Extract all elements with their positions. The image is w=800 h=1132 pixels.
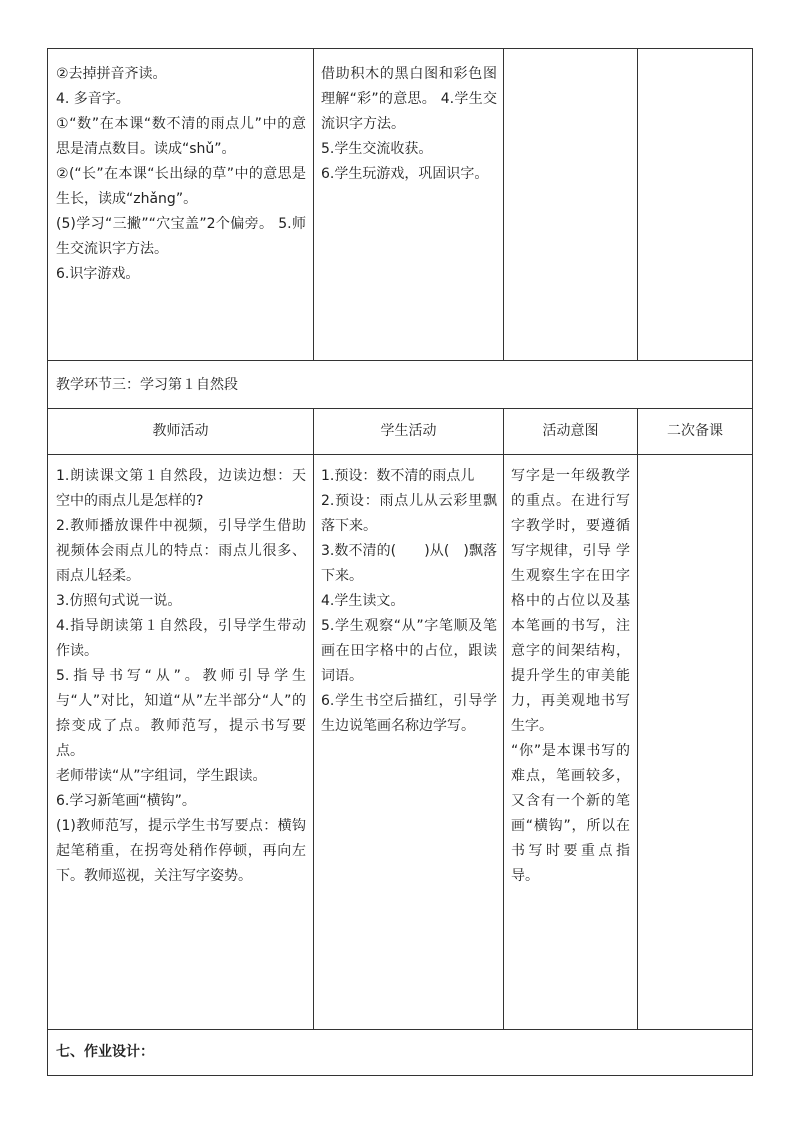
text-line: 6.识字游戏。 <box>56 266 140 282</box>
homework-title: 七、作业设计： <box>56 1044 154 1060</box>
table-border-bottom <box>47 1075 753 1076</box>
text-line: 4.指导朗读第１自然段，引导学生带动作读。 <box>56 618 306 659</box>
table-border-right <box>752 48 753 1076</box>
text-line: 2.预设：雨点儿从云彩里飘落下来。 <box>321 493 497 534</box>
text-line: 5.指导书写“从”。教师引导学生与“人”对比，知道“从”左半部分“人”的捺变成了点。教师范写，提示书写要点。 <box>56 668 306 759</box>
text-line: 5.学生交流收获。 <box>321 141 433 157</box>
col-divider-1-top <box>313 48 314 360</box>
text-line: 5.学生观察“从”字笔顺及笔画在田字格中的占位，跟读词语。 <box>321 618 497 684</box>
table-rule-section <box>47 360 753 361</box>
top-row-student-cell <box>321 62 497 187</box>
header-teacher-activity: 教师活动 <box>152 423 209 439</box>
section-title: 教学环节三：学习第１自然段 <box>56 377 238 393</box>
text-line: 2.教师播放课件中视频，引导学生借助视频体会雨点儿的特点：雨点儿很多、雨点儿轻柔。 <box>56 518 306 584</box>
text-line: 4.学生读文。 <box>321 593 405 609</box>
text-line: ②(“长”在本课“长出绿的草”中的意思是生长，读成“zhǎng”。 <box>56 166 306 207</box>
table-rule-header-bottom <box>47 454 753 455</box>
col-divider-2-main <box>503 408 504 1029</box>
col-divider-3-top <box>637 48 638 360</box>
text-line: (5)学习“三撇”“穴宝盖”2个偏旁。 5.师生交流识字方法。 <box>56 216 306 257</box>
text-line: ①“数”在本课“数不清的雨点儿”中的意思是清点数目。读成“shǔ”。 <box>56 116 306 157</box>
header-student-activity: 学生活动 <box>380 423 437 439</box>
table-border-top <box>47 48 753 49</box>
main-row-student-cell <box>321 464 497 739</box>
col-divider-2-top <box>503 48 504 360</box>
text-line: 借助积木的黑白图和彩色图理解“彩”的意思。 4.学生交流识字方法。 <box>321 66 497 132</box>
text-line: (1)教师范写，提示学生书写要点：横钩起笔稍重，在拐弯处稍作停顿，再向左下。教师巡视，关注写字姿势。 <box>56 818 306 884</box>
text-line: 1.朗读课文第１自然段，边读边想：天空中的雨点儿是怎样的? <box>56 468 306 509</box>
table-rule-main-bottom <box>47 1029 753 1030</box>
text-line: 3.数不清的( )从( )飘落下来。 <box>321 543 497 584</box>
col-divider-3-main <box>637 408 638 1029</box>
text-line: 老师带读“从”字组词，学生跟读。 <box>56 768 267 784</box>
text-line: 4. 多音字。 <box>56 91 130 107</box>
text-line: 写字是一年级教学的重点。在进行写字教学时，要遵循写字规律，引导 学生观察生字在田字格中的占位以及基本笔画的书写，注意字的间架结构，提升学生的审美能力，再美观地书写生字。 <box>511 468 630 734</box>
text-line: 1.预设：数不清的雨点儿 <box>321 468 475 484</box>
text-line: “你”是本课书写的难点，笔画较多，又含有一个新的笔画“横钩”，所以在书写时要重点指导。 <box>511 743 630 884</box>
text-line: 6.学生书空后描红，引导学生边说笔画名称边学写。 <box>321 693 497 734</box>
col-divider-1-main <box>313 408 314 1029</box>
header-activity-intent: 活动意图 <box>542 423 599 439</box>
main-row-intent-cell <box>511 464 630 889</box>
table-rule-header-top <box>47 408 753 409</box>
text-line: 3.仿照句式说一说。 <box>56 593 182 609</box>
text-line: 6.学生玩游戏，巩固识字。 <box>321 166 489 182</box>
text-line: 6.学习新笔画“横钩”。 <box>56 793 196 809</box>
top-row-teacher-cell <box>56 62 306 287</box>
main-row-teacher-cell <box>56 464 306 889</box>
text-line: ②去掉拼音齐读。 <box>56 66 167 82</box>
table-border-left <box>47 48 48 1076</box>
header-second-prep: 二次备课 <box>667 423 723 439</box>
